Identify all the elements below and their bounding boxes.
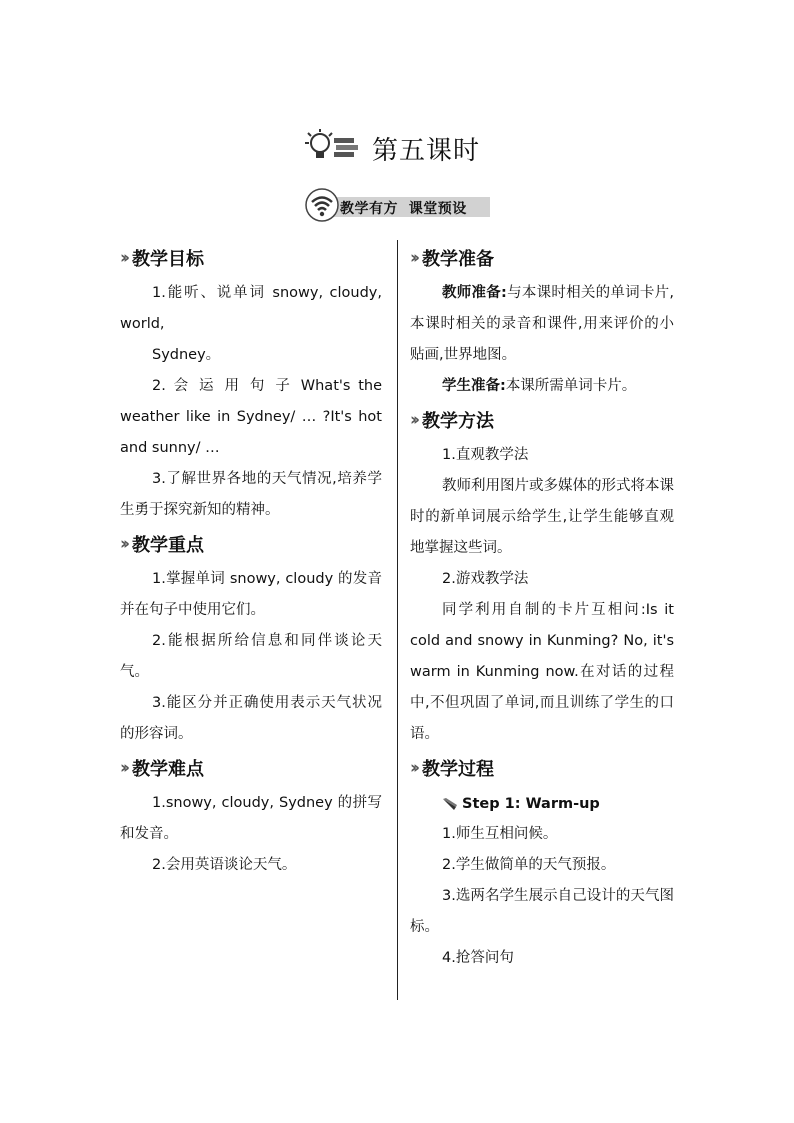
- pencil-icon: [442, 797, 458, 811]
- goals-heading: ›› 教学目标: [120, 248, 205, 270]
- methods-heading: ›› 教学方法: [410, 410, 495, 432]
- key-point-3: 3.能区分并正确使用表示天气状况的形容词。: [120, 695, 382, 742]
- difficulty-1: 1.snowy, cloudy, Sydney 的拼写和发音。: [120, 795, 382, 842]
- difficulties-heading: ›› 教学难点: [120, 758, 205, 780]
- teacher-prep-label: 教师准备:: [442, 285, 507, 301]
- process-heading: ›› 教学过程: [410, 758, 495, 780]
- key-point-1: 1.掌握单词 snowy, cloudy 的发音并在句子中使用它们。: [120, 571, 382, 618]
- page-title: 第五课时: [372, 136, 481, 166]
- teacher-preparation: [410, 278, 674, 371]
- banner-label: 教学有方 课堂预设: [340, 201, 467, 217]
- goal-1-cont: Sydney。: [152, 347, 221, 363]
- lightbulb-books-icon: [303, 128, 363, 164]
- method-1-text: 教师利用图片或多媒体的形式将本课时的新单词展示给学生,让学生能够直观地掌握这些词。: [410, 478, 674, 556]
- section-banner: [304, 188, 492, 220]
- process-item-2: 2.学生做简单的天气预报。: [442, 857, 616, 873]
- double-chevron-icon: ››: [120, 534, 127, 554]
- left-column: [120, 244, 382, 881]
- right-column: [410, 244, 674, 974]
- double-chevron-icon: ››: [410, 248, 417, 268]
- double-chevron-icon: ››: [410, 758, 417, 778]
- wifi-signal-icon: [304, 188, 340, 222]
- method-2-title: 2.游戏教学法: [442, 571, 529, 587]
- difficulty-2: 2.会用英语谈论天气。: [152, 857, 297, 873]
- double-chevron-icon: ››: [120, 248, 127, 268]
- double-chevron-icon: ››: [120, 758, 127, 778]
- process-item-4: 4.抢答问句: [442, 950, 514, 966]
- process-item-1: 1.师生互相问候。: [442, 826, 558, 842]
- student-preparation: [410, 371, 674, 402]
- goal-1: 1.能听、说单词 snowy, cloudy, world,: [120, 285, 382, 332]
- goal-3: 3.了解世界各地的天气情况,培养学生勇于探究新知的精神。: [120, 471, 382, 518]
- student-prep-label: 学生准备:: [442, 378, 506, 394]
- preparation-heading: ›› 教学准备: [410, 248, 495, 270]
- teacher-prep-text: 与本课时相关的单词卡片,本课时相关的录音和课件,用来评价的小贴画,世界地图。: [410, 285, 674, 363]
- method-1-title: 1.直观教学法: [442, 447, 529, 463]
- process-item-3: 3.选两名学生展示自己设计的天气图标。: [410, 888, 674, 935]
- key-point-2: 2.能根据所给信息和同伴谈论天气。: [120, 633, 382, 680]
- method-2-text: 同学利用自制的卡片互相问:Is it cold and snowy in Kunming? No, it's warm in Kunming now.在对话的过程中,不但巩固了单词,而且训练了学生的口语。: [410, 602, 674, 742]
- double-chevron-icon: ››: [410, 410, 417, 430]
- column-divider: [397, 240, 398, 1000]
- goal-2: 2. 会 运 用 句 子 What's the weather like in Sydney/ … ?It's hot and sunny/ …: [120, 378, 382, 456]
- step-1-heading: Step 1: Warm-up: [410, 788, 674, 819]
- student-prep-text: 本课所需单词卡片。: [505, 378, 637, 394]
- key-points-heading: ›› 教学重点: [120, 534, 205, 556]
- title-area: [0, 126, 794, 170]
